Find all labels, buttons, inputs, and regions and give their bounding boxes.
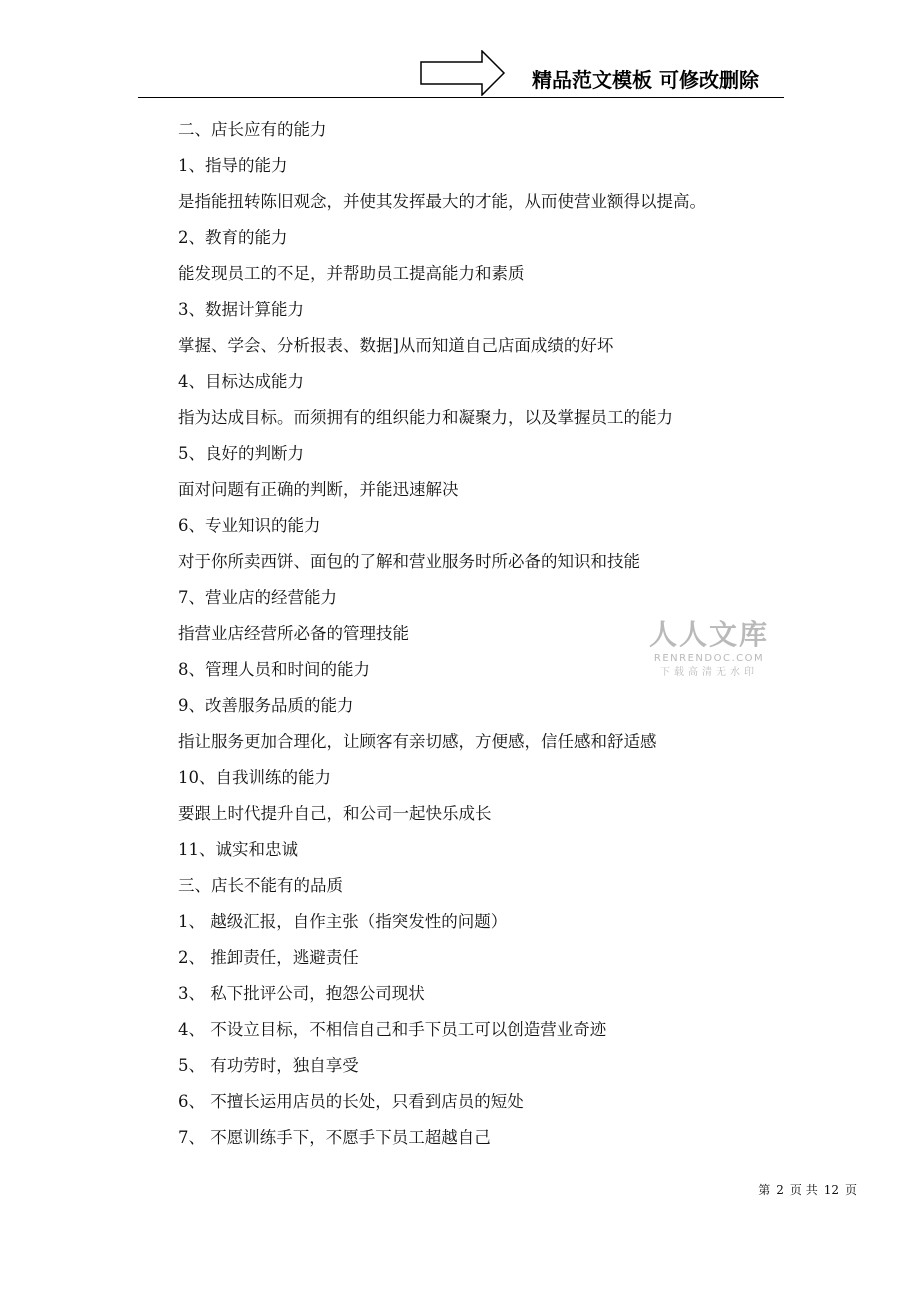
section-heading: 三、店长不能有的品质 xyxy=(178,876,343,895)
list-item: 6、 不擅长运用店员的长处，只看到店员的短处 xyxy=(178,1092,524,1111)
list-item: 7、营业店的经营能力 xyxy=(178,588,337,607)
current-page: 2 xyxy=(776,1183,784,1197)
list-item: 9、改善服务品质的能力 xyxy=(178,696,354,715)
list-item: 10、自我训练的能力 xyxy=(178,768,331,787)
total-pages: 12 xyxy=(823,1183,839,1197)
paragraph: 能发现员工的不足，并帮助员工提高能力和素质 xyxy=(178,264,525,283)
paragraph: 指为达成目标。而须拥有的组织能力和凝聚力，以及掌握员工的能力 xyxy=(178,408,673,427)
watermark-url: RENRENDOC.COM xyxy=(653,653,765,664)
list-item: 2、教育的能力 xyxy=(178,228,288,247)
paragraph: 指营业店经营所必备的管理技能 xyxy=(178,624,409,643)
list-item: 2、 推卸责任，逃避责任 xyxy=(178,948,359,967)
page-number xyxy=(755,1181,860,1198)
list-item: 4、 不设立目标，不相信自己和手下员工可以创造营业奇迹 xyxy=(178,1020,607,1039)
list-item: 7、 不愿训练手下，不愿手下员工超越自己 xyxy=(178,1128,491,1147)
list-item: 11、诚实和忠诚 xyxy=(178,840,298,859)
paragraph: 是指能扭转陈旧观念，并使其发挥最大的才能，从而使营业额得以提高。 xyxy=(178,192,706,211)
list-item: 4、目标达成能力 xyxy=(178,372,304,391)
paragraph: 掌握、学会、分析报表、数据]从而知道自己店面成绩的好坏 xyxy=(178,336,614,355)
list-item: 6、专业知识的能力 xyxy=(178,516,321,535)
paragraph: 指让服务更加合理化，让顾客有亲切感，方便感，信任感和舒适感 xyxy=(178,732,657,751)
header-rule xyxy=(138,97,784,98)
header-arrow-icon xyxy=(420,50,506,96)
page-mid: 页 共 xyxy=(789,1183,818,1197)
page-prefix: 第 xyxy=(758,1183,771,1197)
header-title: 精品范文模板 可修改删除 xyxy=(532,68,759,92)
watermark-slogan: 下载高清无水印 xyxy=(660,667,758,678)
section-heading: 二、店长应有的能力 xyxy=(178,120,327,139)
watermark xyxy=(646,618,772,680)
list-item: 1、 越级汇报，自作主张（指突发性的问题） xyxy=(178,912,508,931)
list-item: 8、管理人员和时间的能力 xyxy=(178,660,370,679)
list-item: 3、 私下批评公司，抱怨公司现状 xyxy=(178,984,425,1003)
watermark-main: 人人文库 xyxy=(648,618,769,651)
list-item: 5、 有功劳时，独自享受 xyxy=(178,1056,359,1075)
paragraph: 面对问题有正确的判断，并能迅速解决 xyxy=(178,480,459,499)
list-item: 1、指导的能力 xyxy=(178,156,288,175)
list-item: 5、良好的判断力 xyxy=(178,444,304,463)
page-suffix: 页 xyxy=(844,1183,857,1197)
paragraph: 要跟上时代提升自己，和公司一起快乐成长 xyxy=(178,804,492,823)
paragraph: 对于你所卖西饼、面包的了解和营业服务时所必备的知识和技能 xyxy=(178,552,640,571)
list-item: 3、数据计算能力 xyxy=(178,300,304,319)
